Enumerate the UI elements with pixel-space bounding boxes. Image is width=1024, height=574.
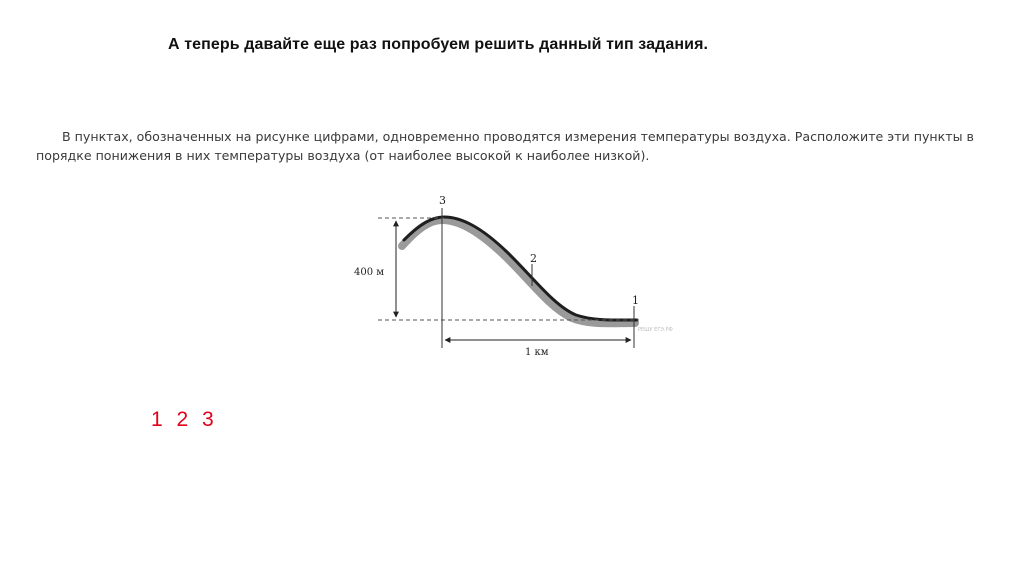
point-label-3: 3 xyxy=(439,194,446,207)
hill-slope-shadow xyxy=(402,220,635,323)
answer-text: 1 2 3 xyxy=(151,408,218,431)
distance-label: 1 км xyxy=(525,347,549,358)
task-text: В пунктах, обозначенных на рисунке цифрами, одновременно проводятся измерения температуры воздуха. Расположите эти пункты в порядке понижения в них температуры воздуха (от наиболее высокой к наиболее низкой). xyxy=(36,129,974,163)
height-label: 400 м xyxy=(354,267,385,278)
slide-title: А теперь давайте еще раз попробуем решить данный тип задания. xyxy=(168,36,709,53)
point-label-1: 1 xyxy=(632,294,639,307)
hill-diagram xyxy=(350,190,680,365)
point-label-2: 2 xyxy=(530,252,537,265)
watermark: РЕШУ ЕГЭ.РФ xyxy=(638,327,673,333)
